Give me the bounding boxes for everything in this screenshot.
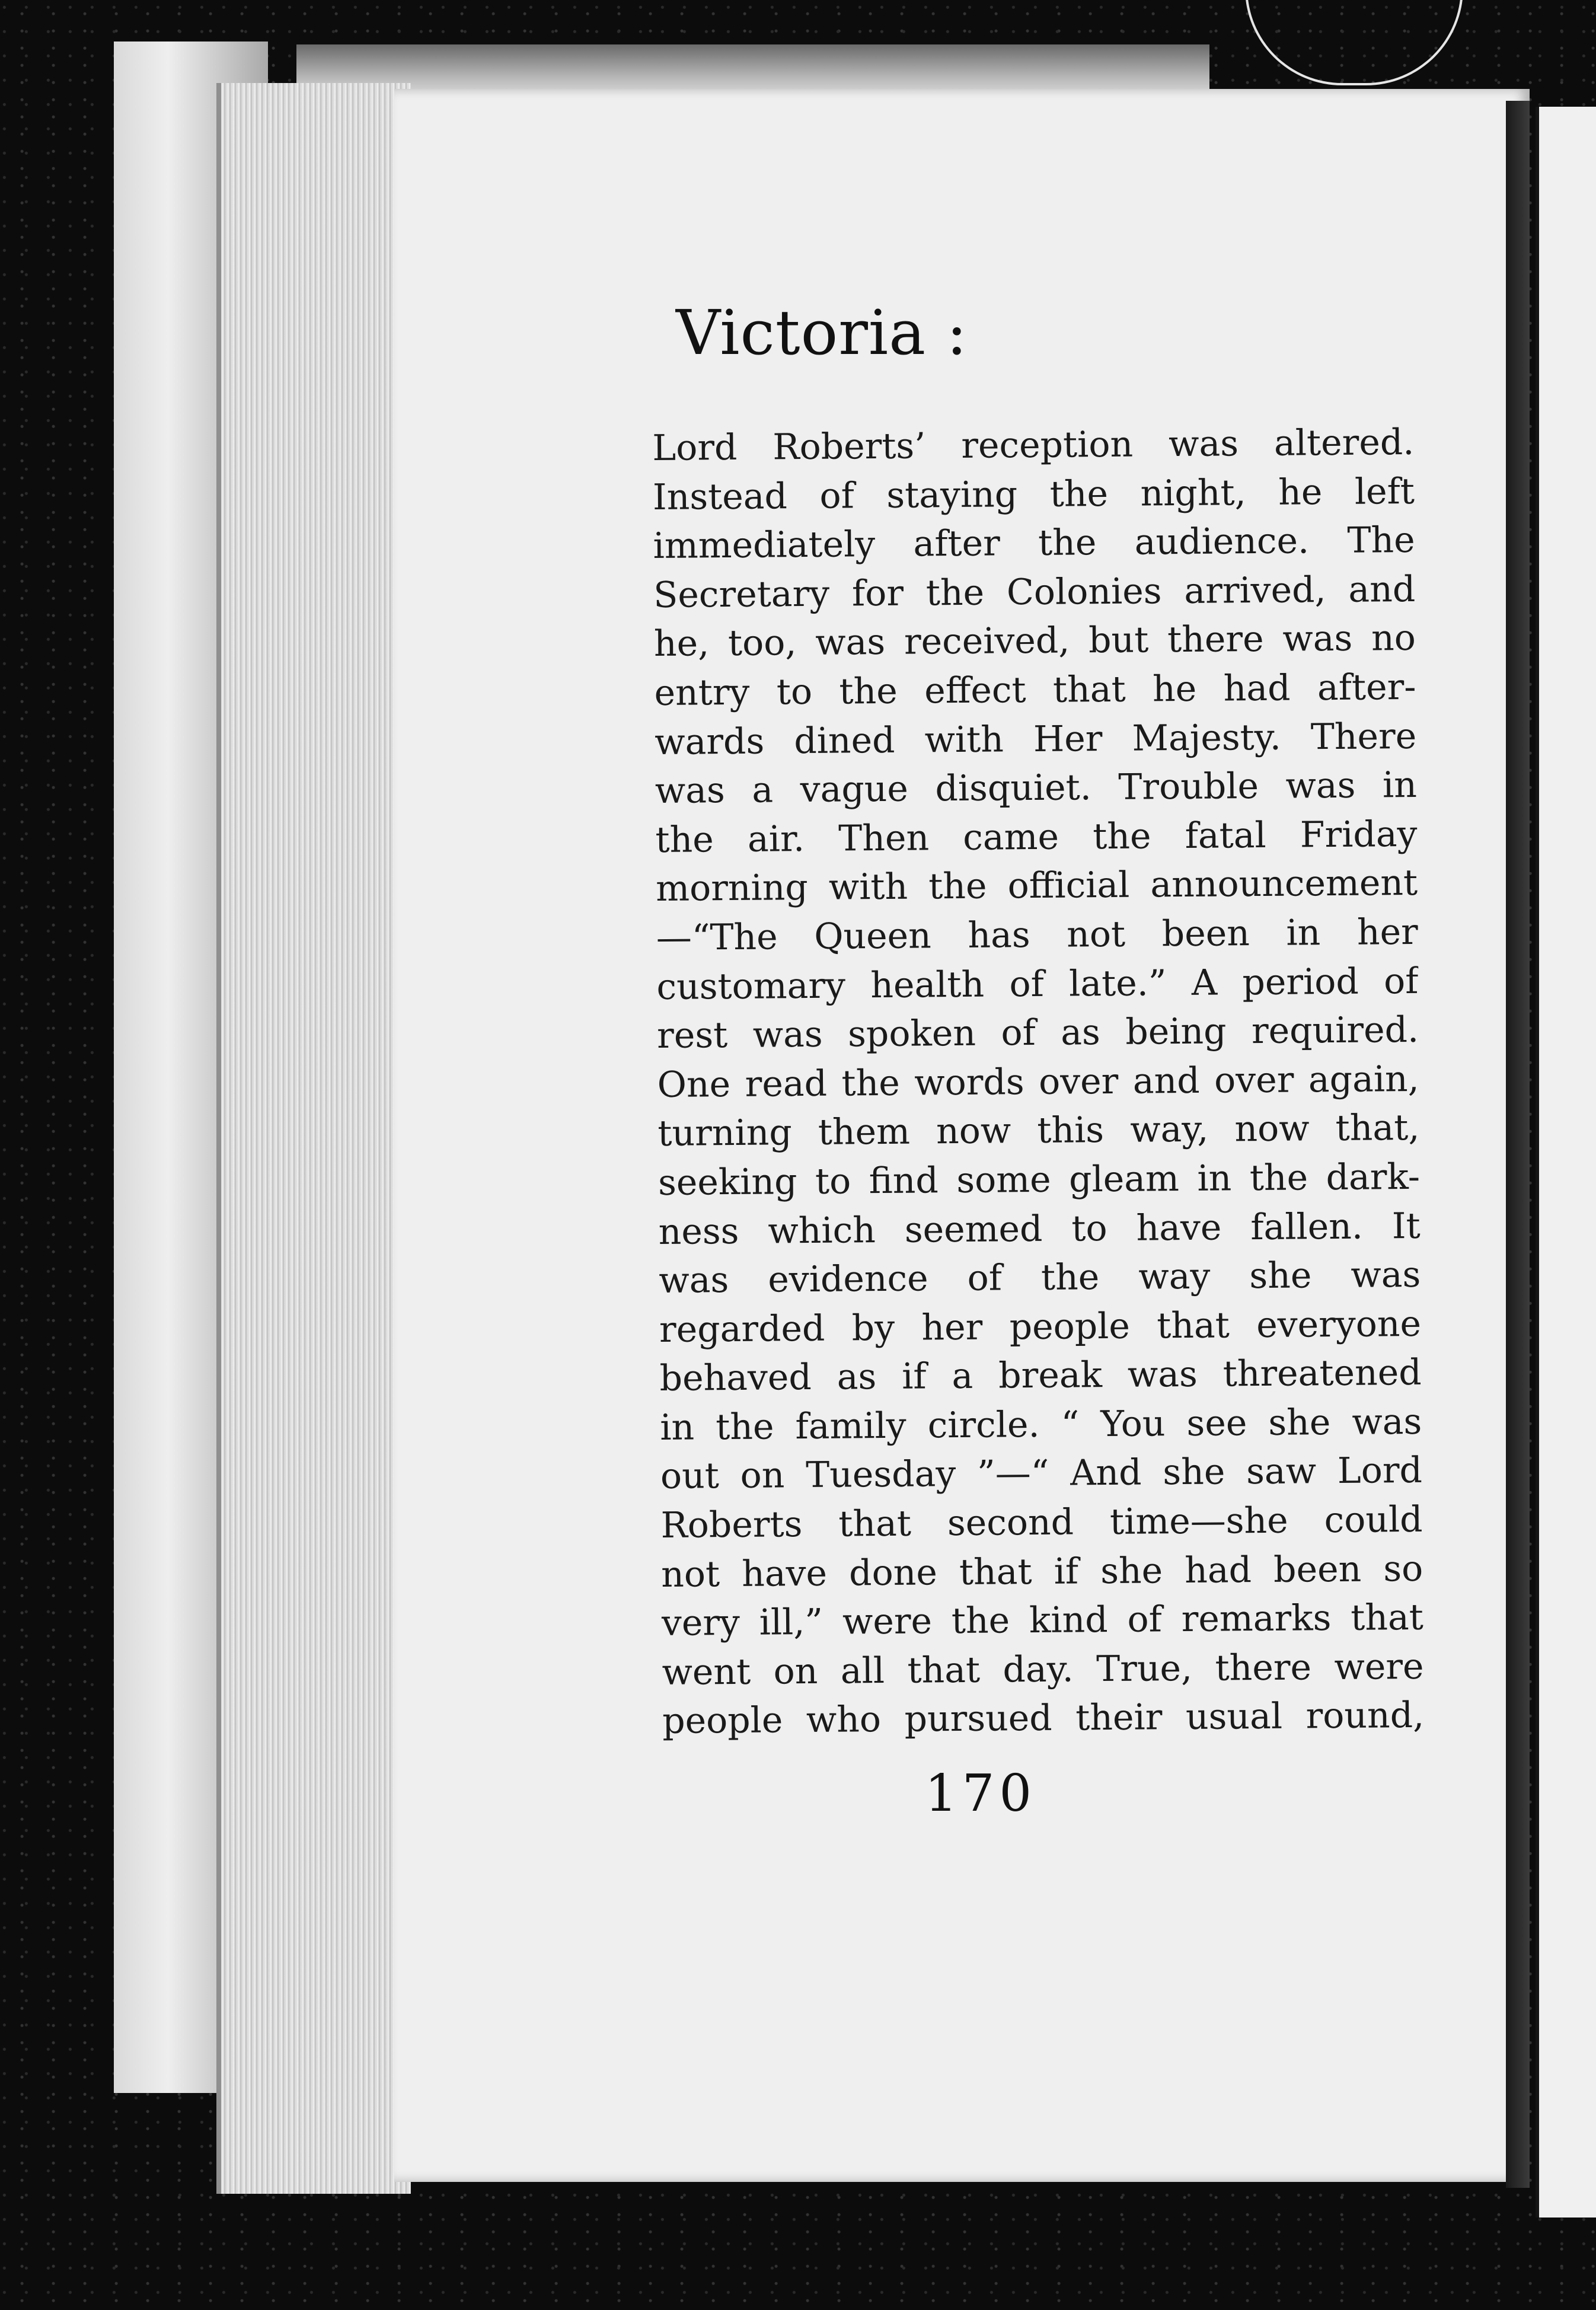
gutter-shadow	[1506, 101, 1530, 2188]
page-edges	[216, 83, 411, 2194]
text-line: behaved as if a break was threatened	[659, 1352, 1422, 1400]
text-line: immediately after the audience. The	[653, 519, 1415, 567]
text-line: was evidence of the way she was	[659, 1253, 1421, 1302]
text-line: in the family circle. “ You see she was	[660, 1400, 1422, 1448]
text-line: morning with the official announcement	[655, 862, 1418, 910]
text-line: the air. Then came the fatal Friday	[655, 813, 1418, 861]
text-line: out on Tuesday ”—“ And she saw Lord	[660, 1450, 1423, 1498]
pencil-scrawl	[1245, 0, 1463, 85]
text-line: very ill,” were the kind of remarks that	[661, 1597, 1424, 1645]
text-line: turning them now this way, now that,	[657, 1107, 1420, 1155]
facing-page-strip	[1536, 107, 1596, 2218]
text-line: Roberts that second time—she could	[660, 1498, 1423, 1547]
text-line: regarded by her people that everyone	[659, 1303, 1422, 1351]
text-line: not have done that if she had been so	[660, 1548, 1423, 1596]
text-line: seeking to find some gleam in the dark-	[657, 1156, 1421, 1204]
text-line: entry to the effect that he had after-	[654, 666, 1416, 714]
text-line: ness which seemed to have fallen. It	[658, 1205, 1421, 1253]
text-line: went on all that day. True, there were	[662, 1645, 1424, 1693]
text-line: was a vague disquiet. Trouble was in	[655, 764, 1418, 812]
body-text	[652, 418, 1424, 1746]
text-line: people who pursued their usual round,	[662, 1695, 1425, 1743]
page-number: 170	[925, 1764, 1037, 1823]
text-line: One read the words over and over again,	[657, 1058, 1419, 1106]
running-header: Victoria :	[676, 296, 968, 369]
text-line: rest was spoken of as being required.	[656, 1009, 1419, 1057]
text-line: he, too, was received, but there was no	[653, 617, 1416, 665]
text-line: Lord Roberts’ reception was altered.	[652, 421, 1415, 469]
text-line: Instead of staying the night, he left	[652, 470, 1415, 518]
text-line: —“The Queen has not been in her	[656, 911, 1419, 959]
text-line: Secretary for the Colonies arrived, and	[653, 568, 1416, 616]
text-line: customary health of late.” A period of	[656, 960, 1419, 1008]
text-line: wards dined with Her Majesty. There	[654, 715, 1417, 763]
